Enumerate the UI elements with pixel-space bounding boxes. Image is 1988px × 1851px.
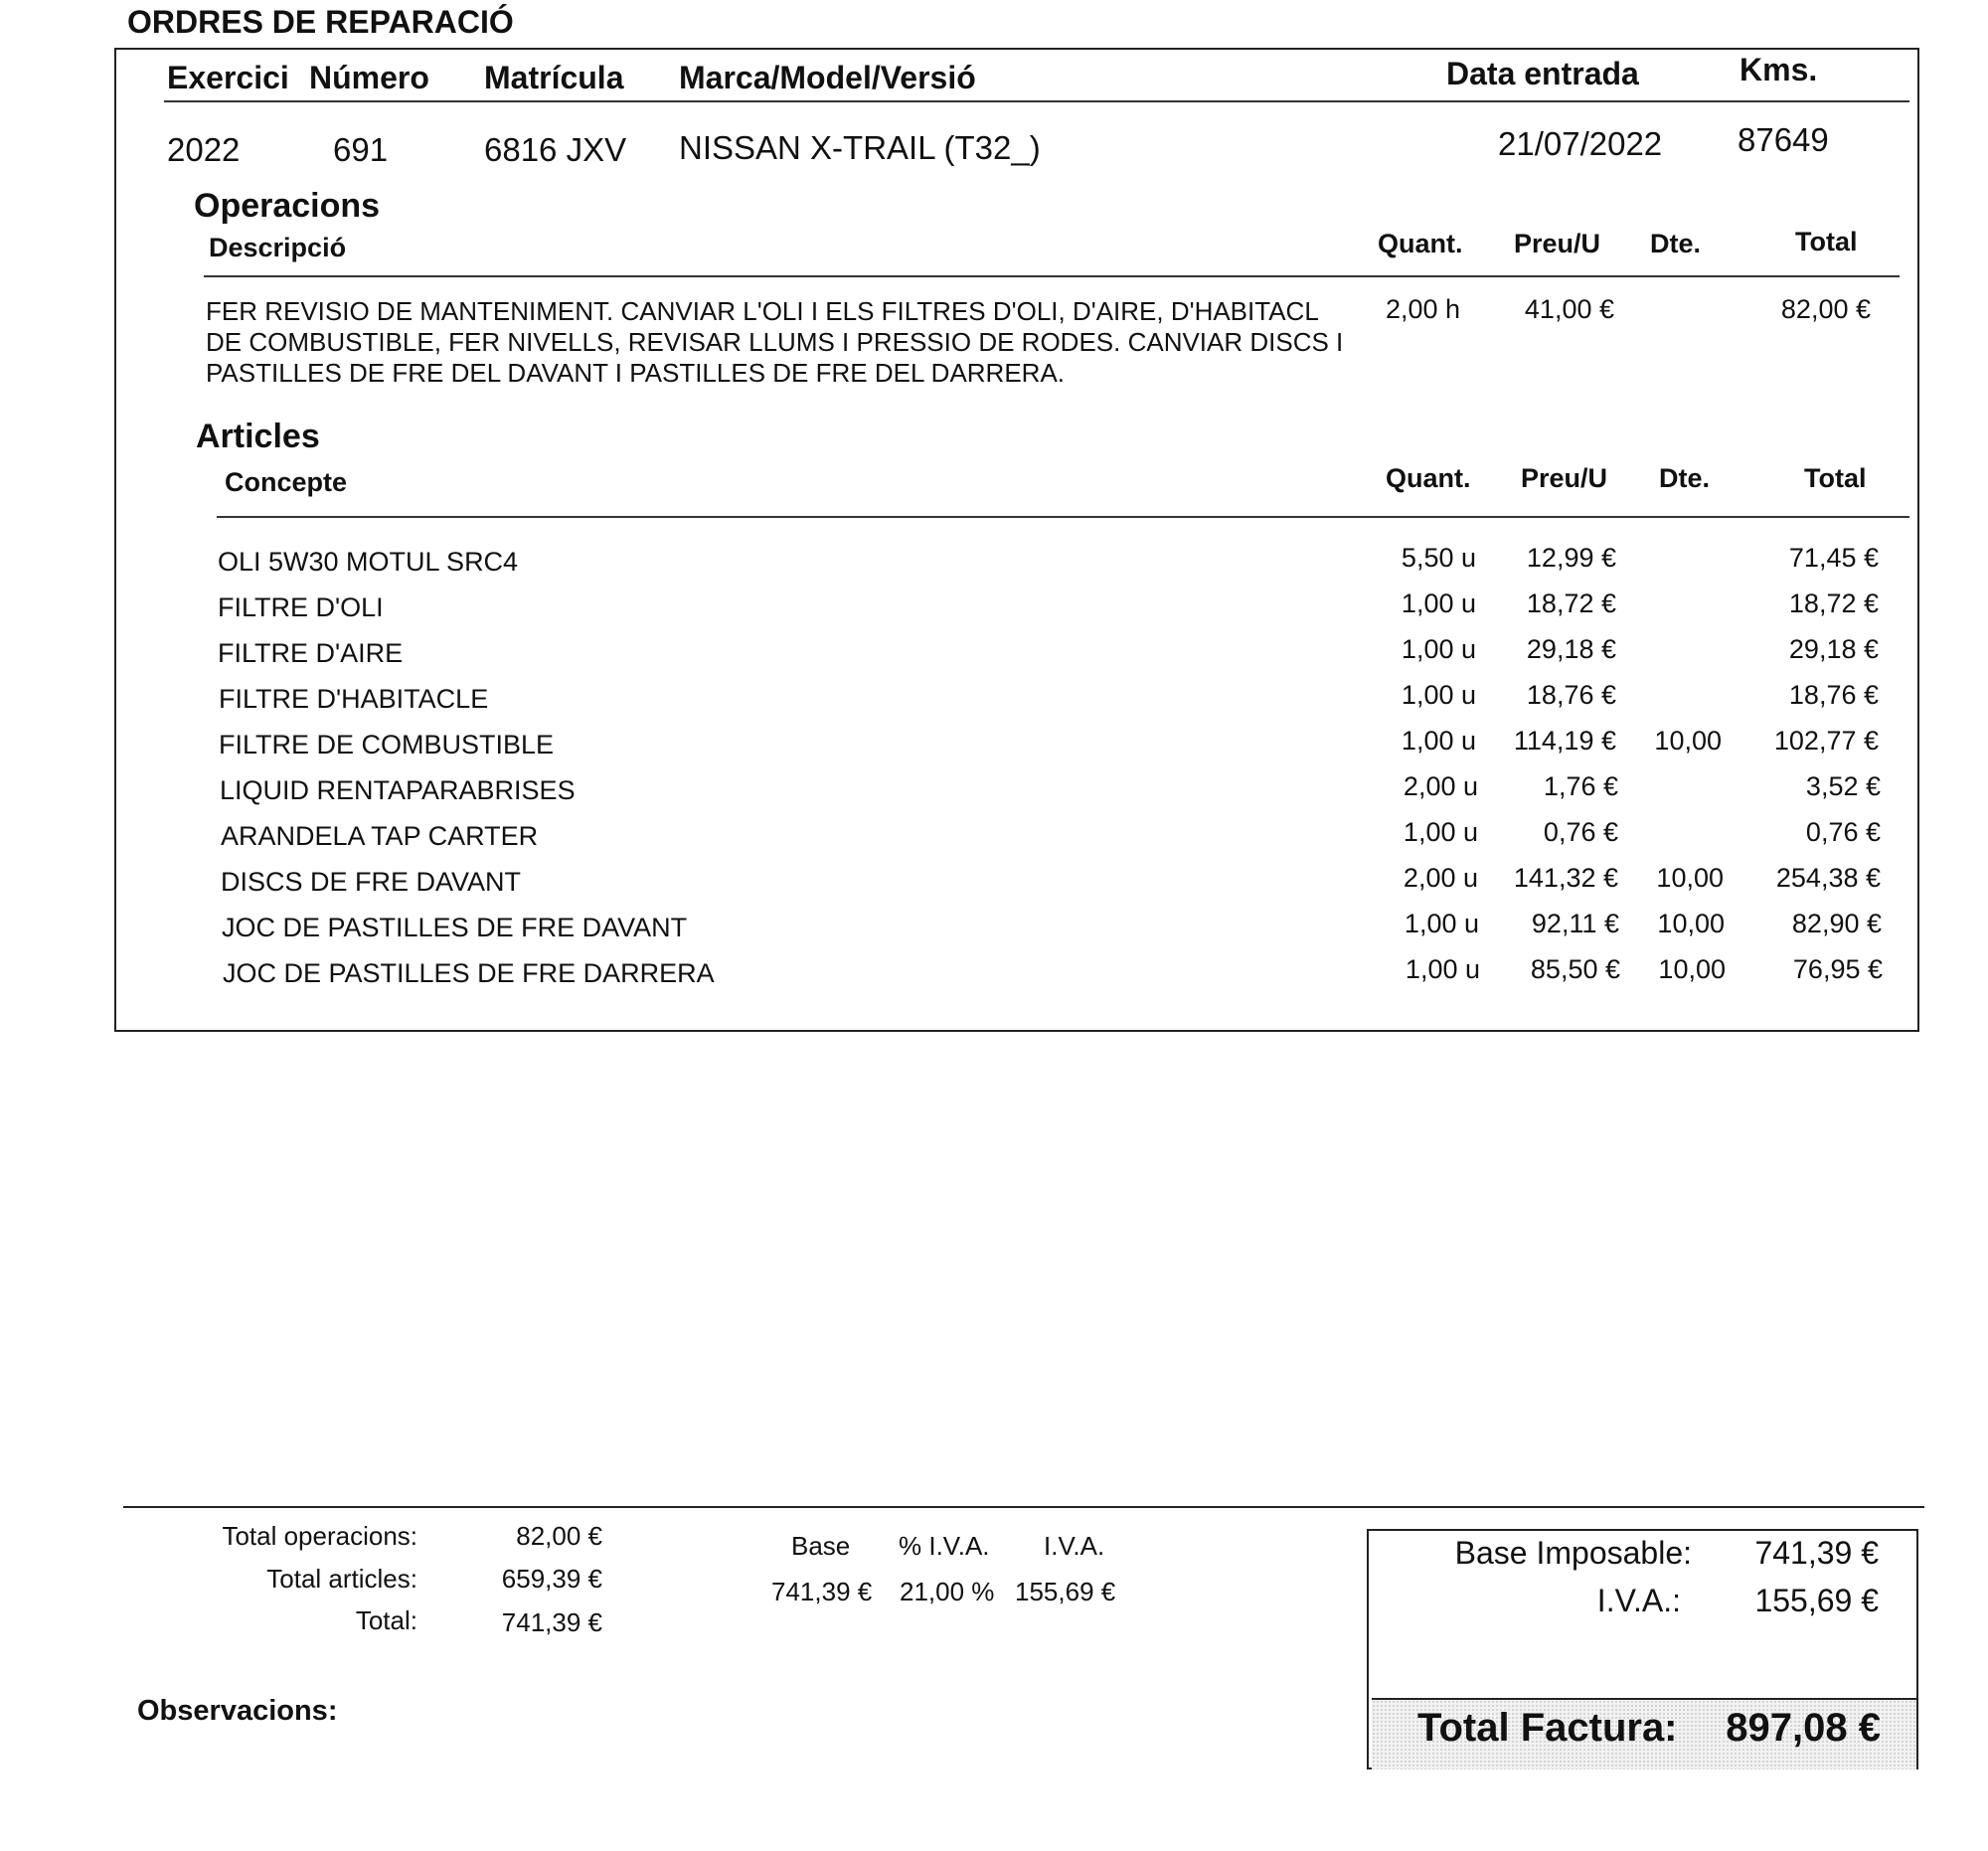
article-quant: 1,00 u	[1405, 954, 1480, 984]
iva-table-base-header: Base	[791, 1531, 851, 1561]
article-quant: 2,00 u	[1403, 771, 1478, 801]
article-preu: 0,76 €	[1543, 817, 1618, 847]
value-kms: 87649	[1738, 121, 1829, 158]
iva-table-pct-header: % I.V.A.	[899, 1531, 990, 1561]
article-total: 3,52 €	[1805, 771, 1881, 801]
article-quant: 1,00 u	[1404, 909, 1479, 938]
iva-table-base-value: 741,39 €	[771, 1577, 873, 1606]
article-preu: 12,99 €	[1526, 543, 1616, 573]
label-marca-model: Marca/Model/Versió	[679, 60, 976, 95]
iva-value: 155,69 €	[1754, 1583, 1879, 1618]
value-matricula: 6816 JXV	[484, 131, 627, 168]
section-title-operacions: Operacions	[194, 187, 381, 225]
article-concepte: OLI 5W30 MOTUL SRC4	[218, 547, 519, 577]
article-concepte: FILTRE D'OLI	[218, 592, 384, 622]
total-value: 741,39 €	[501, 1607, 602, 1637]
article-quant: 1,00 u	[1401, 680, 1476, 710]
article-preu: 29,18 €	[1526, 634, 1616, 664]
article-preu: 114,19 €	[1513, 726, 1616, 756]
operation-preu: 41,00 €	[1524, 294, 1614, 324]
col-header-dte: Dte.	[1659, 463, 1711, 493]
article-preu: 18,76 €	[1526, 680, 1616, 710]
col-header-quant: Quant.	[1386, 463, 1471, 493]
col-header-total: Total	[1804, 463, 1867, 493]
article-quant: 2,00 u	[1403, 863, 1478, 893]
article-concepte: FILTRE D'HABITACLE	[219, 684, 489, 714]
col-header-quant: Quant.	[1378, 229, 1463, 258]
article-concepte: DISCS DE FRE DAVANT	[221, 867, 522, 897]
value-numero: 691	[333, 131, 389, 168]
total-label: Total:	[355, 1605, 417, 1635]
value-exercici: 2022	[167, 131, 241, 168]
article-preu: 92,11 €	[1531, 909, 1619, 938]
col-header-concepte: Concepte	[225, 467, 348, 497]
document-title: ORDRES DE REPARACIÓ	[127, 4, 514, 40]
total-articles-label: Total articles:	[266, 1564, 417, 1594]
article-dte: 10,00	[1658, 954, 1726, 984]
article-quant: 1,00 u	[1403, 817, 1478, 847]
iva-table-pct-value: 21,00 %	[900, 1577, 995, 1606]
operation-description-line: PASTILLES DE FRE DEL DAVANT I PASTILLES DE FRE DEL DARRERA.	[206, 358, 1066, 388]
article-total: 29,18 €	[1788, 634, 1879, 664]
article-quant: 1,00 u	[1401, 634, 1476, 664]
article-concepte: ARANDELA TAP CARTER	[221, 821, 539, 851]
article-total: 254,38 €	[1775, 863, 1881, 893]
col-header-preu: Preu/U	[1521, 463, 1608, 493]
col-header-descripcio: Descripció	[209, 233, 347, 262]
label-exercici: Exercici	[167, 60, 289, 95]
observacions-label: Observacions:	[137, 1695, 338, 1727]
article-preu: 18,72 €	[1526, 589, 1616, 618]
article-total: 71,45 €	[1788, 543, 1879, 573]
article-quant: 1,00 u	[1401, 589, 1476, 618]
total-factura-label: Total Factura:	[1417, 1706, 1678, 1750]
article-total: 102,77 €	[1773, 726, 1879, 756]
value-marca-model: NISSAN X-TRAIL (T32_)	[679, 129, 1041, 166]
total-articles-value: 659,39 €	[501, 1564, 602, 1594]
article-quant: 5,50 u	[1401, 543, 1476, 573]
total-operacions-label: Total operacions:	[222, 1521, 417, 1551]
article-total: 18,76 €	[1788, 680, 1879, 710]
article-concepte: FILTRE D'AIRE	[218, 638, 404, 668]
article-concepte: JOC DE PASTILLES DE FRE DARRERA	[223, 958, 715, 988]
section-title-articles: Articles	[196, 418, 320, 455]
article-dte: 10,00	[1657, 909, 1725, 938]
col-header-total: Total	[1795, 227, 1858, 256]
value-data-entrada: 21/07/2022	[1498, 125, 1663, 162]
totals-divider	[123, 1506, 1924, 1508]
label-data-entrada: Data entrada	[1446, 56, 1639, 91]
operation-description-line: DE COMBUSTIBLE, FER NIVELLS, REVISAR LLUMS I PRESSIO DE RODES. CANVIAR DISCS I	[206, 327, 1344, 357]
article-quant: 1,00 u	[1401, 726, 1476, 756]
article-concepte: LIQUID RENTAPARABRISES	[220, 775, 576, 805]
base-imposable-value: 741,39 €	[1754, 1535, 1879, 1571]
operation-quant: 2,00 h	[1386, 294, 1461, 324]
iva-table-iva-value: 155,69 €	[1015, 1577, 1116, 1606]
operation-total: 82,00 €	[1780, 294, 1871, 324]
article-total: 18,72 €	[1788, 589, 1879, 618]
article-concepte: FILTRE DE COMBUSTIBLE	[219, 730, 555, 759]
article-total: 76,95 €	[1792, 954, 1883, 984]
label-matricula: Matrícula	[484, 60, 624, 95]
article-dte: 10,00	[1654, 726, 1722, 756]
iva-label: I.V.A.:	[1596, 1583, 1681, 1618]
article-total: 0,76 €	[1805, 817, 1881, 847]
col-header-preu: Preu/U	[1514, 229, 1601, 258]
total-factura-value: 897,08 €	[1726, 1706, 1881, 1750]
label-numero: Número	[309, 60, 429, 95]
article-total: 82,90 €	[1791, 909, 1882, 938]
operation-description-line: FER REVISIO DE MANTENIMENT. CANVIAR L'OLI I ELS FILTRES D'OLI, D'AIRE, D'HABITACL	[206, 296, 1319, 326]
base-imposable-label: Base Imposable:	[1454, 1535, 1692, 1571]
iva-table-iva-header: I.V.A.	[1044, 1531, 1105, 1561]
col-header-dte: Dte.	[1650, 229, 1702, 258]
header-divider	[164, 100, 1909, 102]
total-operacions-value: 82,00 €	[516, 1521, 602, 1551]
article-preu: 85,50 €	[1530, 954, 1620, 984]
operacions-divider	[204, 275, 1900, 277]
label-kms: Kms.	[1740, 52, 1818, 87]
article-dte: 10,00	[1656, 863, 1724, 893]
articles-divider	[217, 516, 1909, 518]
article-preu: 1,76 €	[1543, 771, 1618, 801]
article-preu: 141,32 €	[1513, 863, 1618, 893]
article-concepte: JOC DE PASTILLES DE FRE DAVANT	[222, 913, 688, 942]
